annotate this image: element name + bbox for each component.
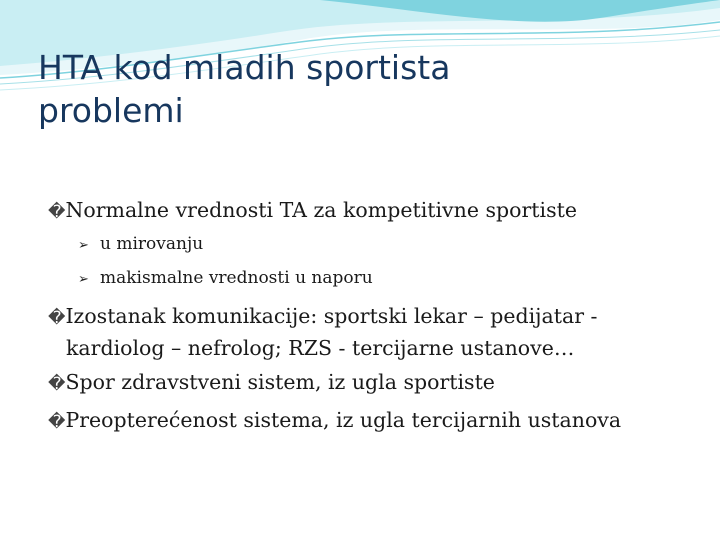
bullet-item-spor-sistem [48,368,495,399]
bullet-item-text: Normalne vrednosti TA za kompetitivne sportiste [65,198,577,222]
sub-item-text: u mirovanju [100,234,204,254]
sub-item-napor [78,266,373,292]
bullet-item-komunikacija-continued [66,334,574,363]
bullet-item-preopterecenost [48,406,621,437]
bullet-item-text: Izostanak komunikacije: sportski lekar – pedijatar - [65,304,598,328]
bullet-item-text: Spor zdravstveni sistem, iz ugla sportiste [65,370,495,394]
slide-title-line-2: problemi [38,91,184,130]
sub-item-text: makismalne vrednosti u naporu [100,268,373,288]
arrow-bullet-icon: ➢ [78,238,89,253]
bullet-icon: � [48,308,66,328]
bullet-item-text: Preopterećenost sistema, iz ugla tercijarnih ustanova [65,408,622,432]
arrow-bullet-icon: ➢ [78,272,89,287]
bullet-item-normalne [48,196,577,227]
slide-title-line-1: HTA kod mladih sportista [38,48,451,87]
sub-item-mirovanje [78,232,203,258]
bullet-icon: � [48,374,66,394]
bullet-item-text: kardiolog – nefrolog; RZS - tercijarne ustanove… [66,336,575,360]
bullet-icon: � [48,412,66,432]
bullet-icon: � [48,202,66,222]
bullet-item-komunikacija [48,302,597,333]
